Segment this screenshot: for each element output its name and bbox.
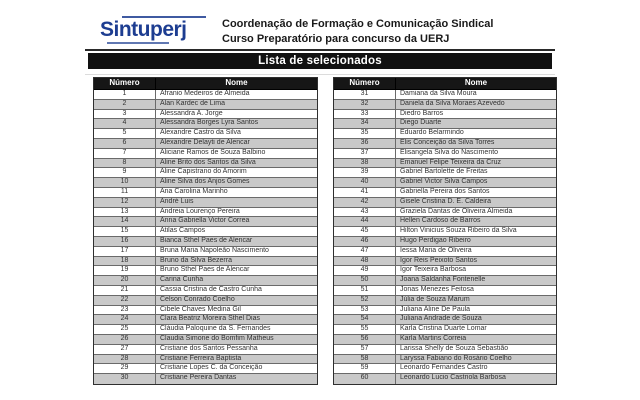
numero-cell: 20 xyxy=(94,276,156,285)
table-row xyxy=(94,100,317,110)
numero-cell: 49 xyxy=(334,266,396,275)
table-row xyxy=(94,364,317,374)
nome-cell: Damiana da Silva Moura xyxy=(400,90,477,97)
numero-cell: 52 xyxy=(334,296,396,305)
numero-cell: 57 xyxy=(334,345,396,354)
nome-cell: Celson Conrado Coelho xyxy=(160,295,235,303)
nome-cell: Daniela da Silva Moraes Azevedo xyxy=(400,99,505,107)
table-row xyxy=(94,345,317,355)
table-header-row xyxy=(94,78,317,90)
numero-cell: 3 xyxy=(94,110,156,119)
table-row xyxy=(94,266,317,276)
table-row xyxy=(334,198,556,208)
table-row xyxy=(334,217,556,227)
nome-cell: Diedro Barros xyxy=(400,109,444,117)
nome-cell: Emanuel Felipe Teixeira da Cruz xyxy=(400,158,502,166)
numero-cell: 42 xyxy=(334,198,396,207)
table-row xyxy=(94,178,317,188)
table-row xyxy=(334,355,556,365)
table-row xyxy=(334,100,556,110)
numero-cell: 26 xyxy=(94,335,156,344)
nome-cell: Hugo Perdigao Ribeiro xyxy=(400,236,471,244)
numero-cell: 22 xyxy=(94,296,156,305)
table-row xyxy=(334,159,556,169)
nome-cell: Eduardo Belarmindo xyxy=(400,129,464,137)
sintuperj-logo xyxy=(100,15,212,47)
table-row xyxy=(94,306,317,316)
nome-cell: Larissa Shelly de Souza Sebastião xyxy=(400,344,509,352)
table-row xyxy=(94,315,317,325)
table-row xyxy=(334,208,556,218)
nome-cell: Cristiane Lopes C. da Conceição xyxy=(160,364,263,372)
numero-cell: 8 xyxy=(94,159,156,168)
numero-cell: Número xyxy=(334,78,396,89)
nome-cell: Bruna Maria Napoleão Nascimento xyxy=(160,246,269,254)
numero-cell: 59 xyxy=(334,364,396,373)
numero-cell: 55 xyxy=(334,325,396,334)
nome-cell: Graziela Dantas de Oliveira Almeida xyxy=(400,207,513,215)
numero-cell: 33 xyxy=(334,110,396,119)
table-row xyxy=(334,335,556,345)
numero-cell: 6 xyxy=(94,139,156,148)
numero-cell: 54 xyxy=(334,315,396,324)
numero-cell: 43 xyxy=(334,208,396,217)
numero-cell: 37 xyxy=(334,149,396,158)
nome-cell: Ana Carolina Marinho xyxy=(160,187,228,195)
list-title: Lista de selecionados xyxy=(258,55,382,67)
list-title-bar xyxy=(88,53,552,69)
numero-cell: 50 xyxy=(334,276,396,285)
numero-cell: 41 xyxy=(334,188,396,197)
nome-cell: Gabriel Victor Silva Campos xyxy=(400,178,488,186)
numero-cell: 56 xyxy=(334,335,396,344)
nome-cell: Leonardo Fernandes Castro xyxy=(400,364,488,372)
table-row xyxy=(94,188,317,198)
numero-cell: 18 xyxy=(94,257,156,266)
nome-cell: Aline Capistrano do Amorim xyxy=(160,168,247,176)
nome-cell: Bianca Sthel Paes de Alencar xyxy=(160,236,253,244)
numero-cell: 31 xyxy=(334,90,396,99)
table-row xyxy=(94,198,317,208)
numero-cell: 38 xyxy=(334,159,396,168)
table-row xyxy=(334,364,556,374)
table-row xyxy=(94,276,317,286)
nome-cell: Claudia Simone do Bomfim Matheus xyxy=(160,334,274,342)
numero-cell: Número xyxy=(94,78,156,89)
table-row xyxy=(94,374,317,384)
numero-cell: 60 xyxy=(334,374,396,384)
table-row xyxy=(94,217,317,227)
table-row xyxy=(334,296,556,306)
numero-cell: 47 xyxy=(334,247,396,256)
numero-cell: 45 xyxy=(334,227,396,236)
numero-cell: 29 xyxy=(94,364,156,373)
numero-cell: 27 xyxy=(94,345,156,354)
table-row xyxy=(334,110,556,120)
selection-table-left xyxy=(93,77,318,385)
nome-cell: Aline Silva dos Anjos Gomes xyxy=(160,178,250,186)
org-line-1: Coordenação de Formação e Comunicação Sindical xyxy=(222,18,494,30)
nome-cell: Cristiane dos Santos Pessanha xyxy=(160,344,258,352)
numero-cell: 1 xyxy=(94,90,156,99)
numero-cell: 17 xyxy=(94,247,156,256)
numero-cell: 28 xyxy=(94,355,156,364)
table-row xyxy=(334,306,556,316)
nome-cell: Cristiane Ferreira Baptista xyxy=(160,354,242,362)
table-row xyxy=(334,374,556,384)
table-row xyxy=(334,325,556,335)
table-row xyxy=(94,110,317,120)
table-row xyxy=(94,149,317,159)
numero-cell: 58 xyxy=(334,355,396,364)
nome-cell: Gabriel Bartolette de Freitas xyxy=(400,168,488,176)
table-row xyxy=(94,168,317,178)
nome-cell: Igor Teixeira Barbosa xyxy=(400,266,467,274)
table-row xyxy=(334,315,556,325)
table-row xyxy=(334,247,556,257)
numero-cell: 12 xyxy=(94,198,156,207)
numero-cell: 5 xyxy=(94,129,156,138)
nome-cell: Gisele Cristina D. E. Caldeira xyxy=(400,197,492,205)
table-row xyxy=(334,237,556,247)
table-row xyxy=(94,90,317,100)
numero-cell: 9 xyxy=(94,168,156,177)
numero-cell: 7 xyxy=(94,149,156,158)
table-row xyxy=(334,188,556,198)
nome-cell: Laryssa Fabiano do Rosário Coelho xyxy=(400,354,512,362)
nome-cell: Juliana Andrade de Souza xyxy=(400,315,482,323)
nome-cell: Elis Conceição da Silva Torres xyxy=(400,138,495,146)
numero-cell: 23 xyxy=(94,306,156,315)
nome-cell: Alexandre Delayti de Alencar xyxy=(160,138,250,146)
table-row xyxy=(334,168,556,178)
numero-cell: 24 xyxy=(94,315,156,324)
numero-cell: 13 xyxy=(94,208,156,217)
numero-cell: 15 xyxy=(94,227,156,236)
numero-cell: 35 xyxy=(334,129,396,138)
table-row xyxy=(334,227,556,237)
nome-cell: Joana Saldanha Fontenelle xyxy=(400,276,486,284)
nome-cell: Hellen Cardoso de Barros xyxy=(400,217,481,225)
org-header-text xyxy=(222,17,493,46)
numero-cell: 34 xyxy=(334,119,396,128)
titlebar-divider xyxy=(85,74,555,75)
nome-cell: Karla Martins Correia xyxy=(400,334,467,342)
numero-cell: 16 xyxy=(94,237,156,246)
numero-cell: 44 xyxy=(334,217,396,226)
numero-cell: 30 xyxy=(94,374,156,384)
nome-cell: Cristiane Pereira Dantas xyxy=(160,374,237,382)
table-row xyxy=(334,178,556,188)
nome-cell: Aliciane Ramos de Souza Balbino xyxy=(160,148,266,156)
header-divider xyxy=(85,49,555,51)
nome-cell: Jonas Menezes Feitosa xyxy=(400,285,474,293)
table-row xyxy=(94,139,317,149)
nome-cell: Andreia Lourenço Pereira xyxy=(160,207,240,215)
nome-cell: Gabriella Pereira dos Santos xyxy=(400,187,490,195)
numero-cell: 46 xyxy=(334,237,396,246)
table-header-row xyxy=(334,78,556,90)
org-line-2: Curso Preparatório para concurso da UERJ xyxy=(222,32,450,45)
numero-cell: 32 xyxy=(334,100,396,109)
nome-cell: Igor Reis Peixoto Santos xyxy=(400,256,478,264)
table-row xyxy=(334,119,556,129)
nome-cell: Júlia de Souza Marum xyxy=(400,295,470,303)
nome-cell: Clara Beatriz Moreira Sthel Dias xyxy=(160,315,260,323)
nome-cell: Cibele Chaves Medina Gil xyxy=(160,305,241,313)
nome-cell: Karla Cristina Duarte Lomar xyxy=(400,325,487,333)
table-row xyxy=(334,345,556,355)
table-row xyxy=(94,257,317,267)
numero-cell: 39 xyxy=(334,168,396,177)
table-row xyxy=(94,208,317,218)
logo-rule-bottom xyxy=(107,42,169,44)
nome-cell: André Luis xyxy=(160,197,194,205)
numero-cell: 48 xyxy=(334,257,396,266)
table-row xyxy=(334,266,556,276)
nome-cell: Anna Gabriella Victor Correa xyxy=(160,217,250,225)
table-row xyxy=(94,335,317,345)
table-row xyxy=(94,129,317,139)
nome-cell: Hilton Vinicius Souza Ribeiro da Silva xyxy=(400,227,517,235)
numero-cell: 19 xyxy=(94,266,156,275)
nome-cell: Alessandra A. Jorge xyxy=(160,109,223,117)
numero-cell: 40 xyxy=(334,178,396,187)
nome-cell: Alessandra Borges Lyra Santos xyxy=(160,119,259,127)
table-row xyxy=(334,276,556,286)
table-row xyxy=(94,325,317,335)
numero-cell: 25 xyxy=(94,325,156,334)
nome-cell: Leonardo Lucio Castriola Barbosa xyxy=(400,374,506,382)
numero-cell: 53 xyxy=(334,306,396,315)
nome-cell: Juliana Aline De Paula xyxy=(400,305,471,313)
nome-cell: Cassia Cristina de Castro Cunha xyxy=(160,285,262,293)
table-row xyxy=(94,119,317,129)
table-row xyxy=(94,159,317,169)
nome-cell: Bruno Sthel Paes de Alencar xyxy=(160,266,250,274)
nome-cell: Afranio Medeiros de Almeida xyxy=(160,90,250,97)
numero-cell: 14 xyxy=(94,217,156,226)
table-row xyxy=(334,286,556,296)
nome-cell: Bruno da Silva Bezerra xyxy=(160,256,232,264)
table-row xyxy=(334,149,556,159)
nome-cell: Diego Duarte xyxy=(400,119,442,127)
nome-cell: Nome xyxy=(464,78,488,87)
table-row xyxy=(334,139,556,149)
logo-text: Sintuperj xyxy=(100,18,187,41)
numero-cell: 21 xyxy=(94,286,156,295)
nome-cell: Alan Kardec de Lima xyxy=(160,99,225,107)
numero-cell: 4 xyxy=(94,119,156,128)
nome-cell: Aline Brito dos Santos da Silva xyxy=(160,158,256,166)
table-row xyxy=(334,257,556,267)
table-row xyxy=(334,129,556,139)
table-row xyxy=(94,296,317,306)
selection-table-right xyxy=(333,77,557,385)
numero-cell: 51 xyxy=(334,286,396,295)
nome-cell: Cláudia Paloquine da S. Fernandes xyxy=(160,325,271,333)
nome-cell: Carina Cunha xyxy=(160,276,204,284)
numero-cell: 10 xyxy=(94,178,156,187)
table-row xyxy=(94,286,317,296)
table-row xyxy=(94,355,317,365)
table-row xyxy=(334,90,556,100)
nome-cell: Iessa Maria de Oliveira xyxy=(400,246,472,254)
numero-cell: 11 xyxy=(94,188,156,197)
table-row xyxy=(94,237,317,247)
numero-cell: 2 xyxy=(94,100,156,109)
nome-cell: Nome xyxy=(225,78,248,87)
nome-cell: Atilas Campos xyxy=(160,227,206,235)
nome-cell: Elisangela Silva do Nascimento xyxy=(400,148,499,156)
nome-cell: Alexandre Castro da Silva xyxy=(160,129,241,137)
numero-cell: 36 xyxy=(334,139,396,148)
table-row xyxy=(94,247,317,257)
table-row xyxy=(94,227,317,237)
